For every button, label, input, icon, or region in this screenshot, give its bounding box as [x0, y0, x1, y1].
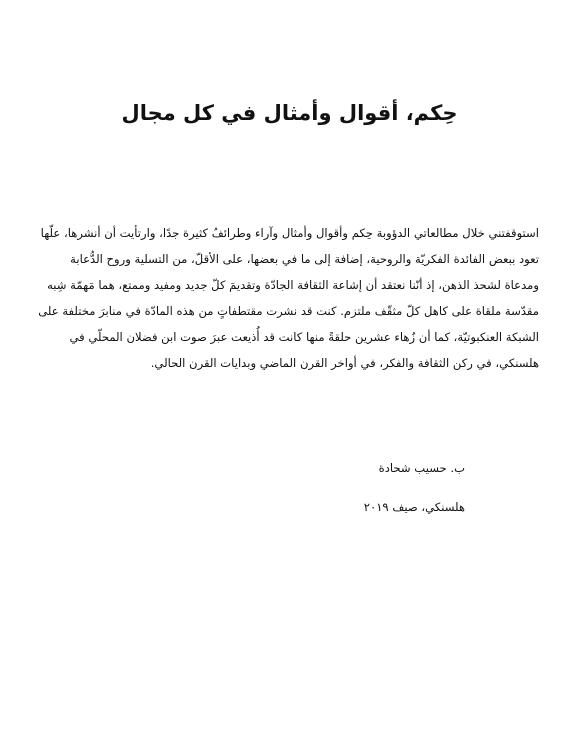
body-line: ومدعاة لشحذ الذهن، إذ أنّنا نعتقد أن إشاعة الثقافة الجادّة وتقديمَ كلّ جديد ومفيد وممتع، هما مَهمّة شِبه [47, 278, 539, 292]
body-line: هلسنكي، في ركن الثقافة والفكر، في أواخر القرن الماضي وبدايات القرن الحالي. [150, 356, 539, 370]
place-date: هلسنكي، صيف ٢٠١٩ [363, 500, 465, 514]
body-paragraph [36, 220, 539, 376]
body-line: استوقفتني خلال مطالعاتي الدؤوبة حِكم وأقوال وأمثال وآراء وطرائفُ كثيرة جدًا، وارتأيت أن أنشرها، علّها [40, 226, 539, 240]
body-line: مقدّسة ملقاة على كاهل كلّ مثقّف ملتزم. كنت قد نشرت مقتطفاتٍ من هذه المادّة في منابرَ مختلفة على [38, 304, 539, 318]
page-title: حِكم، أقوال وأمثال في كل مجال [121, 101, 458, 125]
author-name: ب. حسيب شحادة [378, 461, 465, 475]
body-line: الشبكة العنكبوتيّة، كما أن زُهاء عشرين حلقةً منها كانت قد أُذيعت عبرَ صوت ابن فضلان المحلّي في [69, 330, 539, 344]
signature-block [364, 458, 465, 517]
body-line: تعود ببعض الفائدة الفكريّة والروحية، إضافة إلى ما في بعضها، على الأقلّ، من التسلية وروح الدُّعابة [70, 252, 539, 266]
